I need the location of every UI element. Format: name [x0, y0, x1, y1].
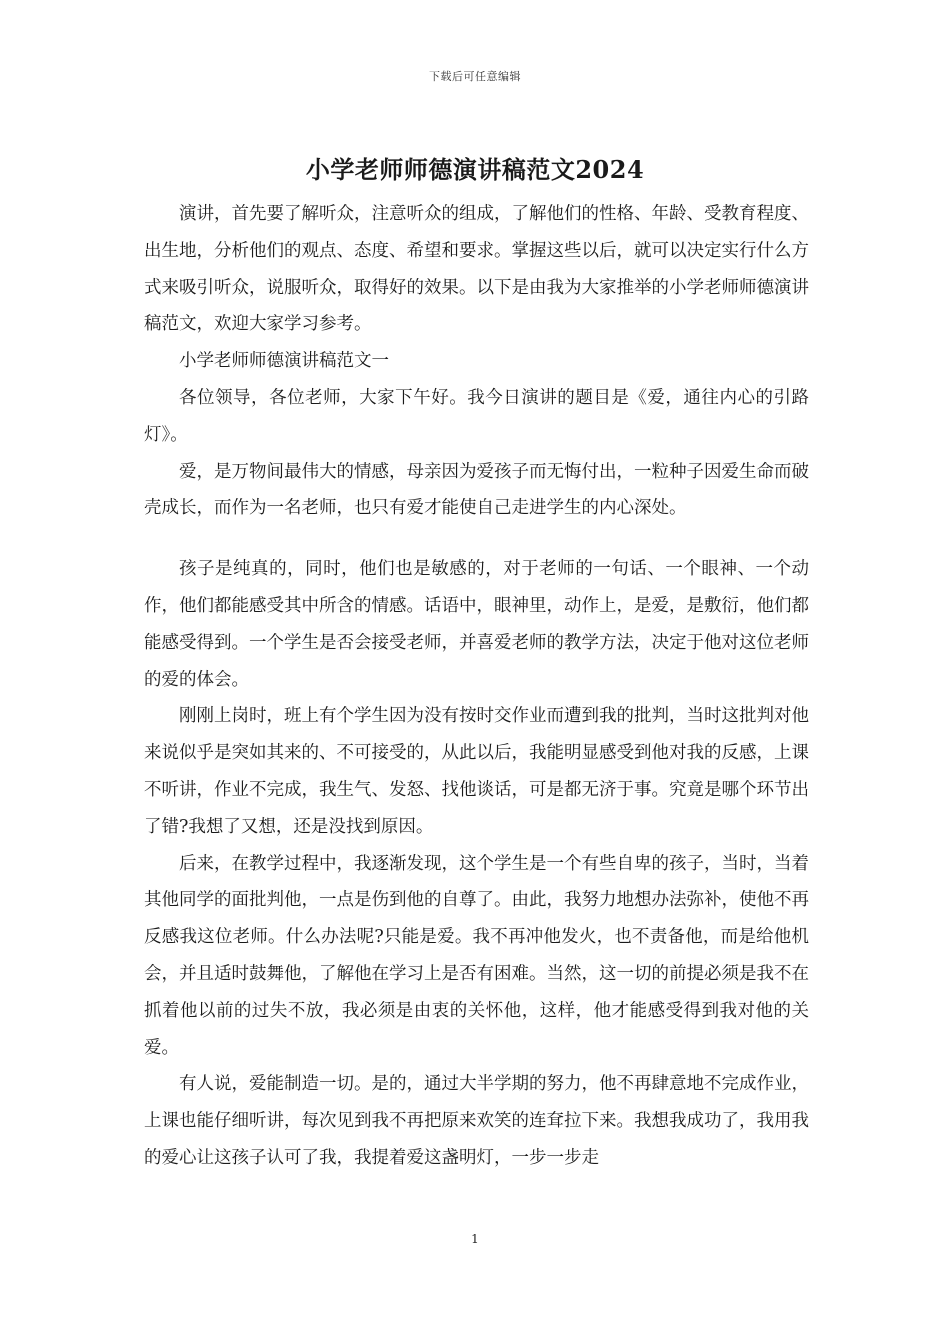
document-body	[144, 196, 809, 1177]
paragraph-success: 有人说，爱能制造一切。是的，通过大半学期的努力，他不再肆意地不完成作业，上课也能仔细听讲，每次见到我不再把原来欢笑的连耷拉下来。我想我成功了，我用我的爱心让这孩子认可了我，我提着爱这盏明灯，一步一步走	[144, 1074, 809, 1168]
paragraph-love: 爱，是万物间最伟大的情感，母亲因为爱孩子而无悔付出，一粒种子因爱生命而破壳成长，而作为一名老师，也只有爱才能使自己走进学生的内心深处。	[144, 461, 809, 519]
paragraph-first-job: 刚刚上岗时，班上有个学生因为没有按时交作业而遭到我的批判，当时这批判对他来说似乎是突如其来的、不可接受的，从此以后，我能明显感受到他对我的反感，上课不听讲，作业不完成，我生气、发怒、找他谈话，可是都无济于事。究竟是哪个环节出了错?我想了又想，还是没找到原因。	[144, 706, 809, 837]
page-number: 1	[471, 1232, 479, 1246]
paragraph-later: 后来，在教学过程中，我逐渐发现，这个学生是一个有些自卑的孩子，当时，当着其他同学的面批判他，一点是伤到他的自尊了。由此，我努力地想办法弥补，使他不再反感我这位老师。什么办法呢?只能是爱。我不再冲他发火，也不责备他，而是给他机会，并且适时鼓舞他，了解他在学习上是否有困难。当然，这一切的前提必须是我不在抓着他以前的过失不放，我必须是由衷的关怀他，这样，他才能感受得到我对他的关爱。	[144, 853, 809, 1058]
page-header: 下载后可任意编辑	[429, 70, 521, 83]
paragraph-children: 孩子是纯真的，同时，他们也是敏感的，对于老师的一句话、一个眼神、一个动作，他们都能感受其中所含的情感。话语中，眼神里，动作上，是爱，是敷衍，他们都能感受得到。一个学生是否会接受老师，并喜爱老师的教学方法，决定于他对这位老师的爱的体会。	[144, 559, 809, 690]
paragraph-intro: 演讲，首先要了解听众，注意听众的组成，了解他们的性格、年龄、受教育程度、出生地，分析他们的观点、态度、希望和要求。掌握这些以后，就可以决定实行什么方式来吸引听众，说服听众，取得好的效果。以下是由我为大家推举的小学老师师德演讲稿范文，欢迎大家学习参考。	[144, 204, 809, 335]
paragraph-greeting: 各位领导，各位老师，大家下午好。我今日演讲的题目是《爱，通往内心的引路灯》。	[144, 387, 809, 445]
document-title: 小学老师师德演讲稿范文2024	[305, 155, 645, 184]
paragraph-section-heading: 小学老师师德演讲稿范文一	[179, 351, 389, 372]
